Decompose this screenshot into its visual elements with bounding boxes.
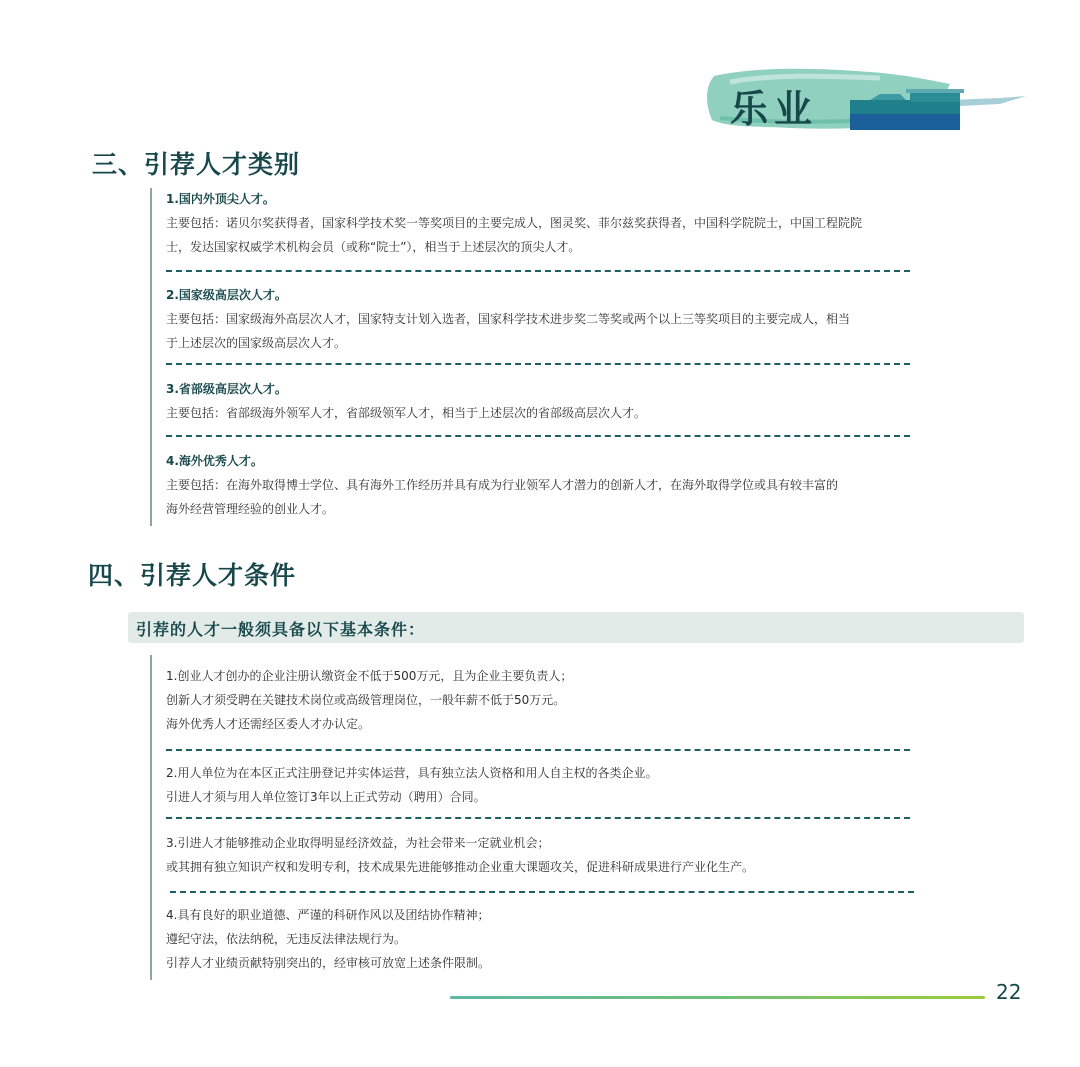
item-title: 4.海外优秀人才。 — [166, 454, 263, 468]
section4-title: 四、引荐人才条件 — [88, 561, 297, 590]
section3-item-3 — [166, 377, 896, 425]
item-text-line: 1.创业人才创办的企业注册认缴资金不低于500万元，且为企业主要负责人； — [166, 669, 573, 683]
item-text-line: 或其拥有独立知识产权和发明专利，技术成果先进能够推动企业重大课题攻关，促进科研成果进行产业化生产。 — [166, 860, 755, 874]
item-text-line: 遵纪守法，依法纳税，无违反法律法规行为。 — [166, 932, 407, 946]
section3-item-1 — [166, 187, 896, 259]
banner-text: 引荐的人才一般须具备以下基本条件： — [136, 620, 426, 639]
item-text-line: 4.具有良好的职业道德、严谨的科研作风以及团结协作精神； — [166, 908, 490, 922]
header-logo — [700, 62, 1030, 140]
section3-side-rule — [150, 188, 152, 526]
item-title: 3.省部级高层次人才。 — [166, 382, 287, 396]
item-text-line: 创新人才须受聘在关键技术岗位或高级管理岗位，一般年薪不低于50万元。 — [166, 693, 566, 707]
conditions-banner — [128, 612, 1024, 643]
item-text-line: 主要包括：国家级海外高层次人才，国家特支计划入选者，国家科学技术进步奖二等奖或两个以上三等奖项目的主要完成人，相当 — [166, 312, 851, 326]
item-text-line: 2.用人单位为在本区正式注册登记并实体运营，具有独立法人资格和用人自主权的各类企业。 — [166, 766, 658, 780]
condition-item-4 — [166, 903, 896, 975]
section3-title: 三、引荐人才类别 — [92, 150, 301, 179]
item-text-line: 士，发达国家权威学术机构会员（或称“院士”），相当于上述层次的顶尖人才。 — [166, 240, 581, 254]
page-number: 22 — [996, 980, 1022, 1004]
footer-gradient-bar — [450, 996, 985, 999]
condition-item-1 — [166, 664, 896, 736]
dashed-divider — [166, 270, 910, 272]
item-text-line: 海外经营管理经验的创业人才。 — [166, 502, 335, 516]
item-text-line: 3.引进人才能够推动企业取得明显经济效益，为社会带来一定就业机会； — [166, 836, 550, 850]
item-text-line: 主要包括：在海外取得博士学位、具有海外工作经历并具有成为行业领军人才潜力的创新人才，在海外取得学位或具有较丰富的 — [166, 478, 839, 492]
item-title: 1.国内外顶尖人才。 — [166, 192, 275, 206]
condition-item-2 — [166, 761, 896, 809]
dashed-divider — [166, 749, 910, 751]
section3-item-4 — [166, 449, 896, 521]
item-text-line: 引进人才须与用人单位签订3年以上正式劳动（聘用）合同。 — [166, 790, 486, 804]
dashed-divider — [166, 363, 910, 365]
item-text-line: 于上述层次的国家级高层次人才。 — [166, 336, 347, 350]
logo-text: 乐业 — [730, 86, 819, 131]
dashed-divider — [166, 435, 910, 437]
item-text-line: 引荐人才业绩贡献特别突出的，经审核可放宽上述条件限制。 — [166, 956, 491, 970]
condition-item-3 — [166, 831, 896, 879]
item-text-line: 海外优秀人才还需经区委人才办认定。 — [166, 717, 371, 731]
section4-side-rule — [150, 655, 152, 980]
item-title: 2.国家级高层次人才。 — [166, 288, 287, 302]
dashed-divider — [170, 891, 914, 893]
section3-item-2 — [166, 283, 896, 355]
dashed-divider — [166, 817, 910, 819]
item-text-line: 主要包括：诺贝尔奖获得者，国家科学技术奖一等奖项目的主要完成人，图灵奖、菲尔兹奖获得者，中国科学院院士，中国工程院院 — [166, 216, 863, 230]
item-text-line: 主要包括：省部级海外领军人才，省部级领军人才，相当于上述层次的省部级高层次人才。 — [166, 406, 647, 420]
